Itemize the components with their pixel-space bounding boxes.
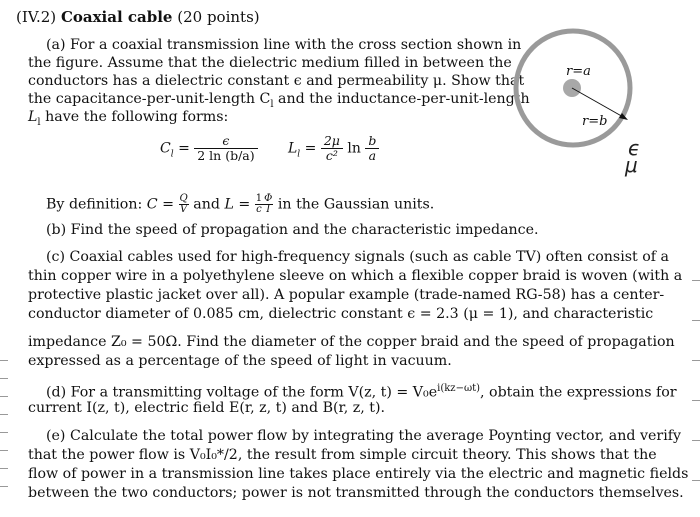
inductance-equation: [288, 134, 379, 163]
part-e-line-2: that the power flow is V₀I₀*/2, the result from simple circuit theory. This shows that the: [28, 447, 657, 463]
margin-tick: [692, 440, 700, 441]
part-d-line-1-a: (d) For a transmitting voltage of the form V(z, t) = V₀e: [46, 384, 438, 401]
def-l2-den: I: [266, 204, 271, 215]
part-d-line-2: current I(z, t), electric field E(r, z, t) and B(r, z, t).: [28, 400, 386, 416]
problem-title-text: Coaxial cable: [60, 8, 173, 26]
margin-tick: [0, 486, 8, 487]
definition-c-frac: [179, 194, 189, 215]
problem-title: [16, 8, 260, 26]
def-c-num: Q: [179, 193, 188, 204]
outer-radius-label: r=b: [582, 114, 608, 129]
margin-tick: [0, 468, 8, 469]
def-c-den: V: [180, 204, 188, 215]
part-b: (b) Find the speed of propagation and the characteristic impedance.: [46, 222, 539, 238]
part-a-line-5-rest: have the following forms:: [40, 109, 229, 125]
handwritten-epsilon: ϵ: [628, 136, 641, 160]
ln-fraction: [365, 134, 379, 163]
ln-frac-den: a: [368, 148, 377, 163]
margin-tick: [0, 414, 8, 415]
c-fraction: [194, 134, 257, 163]
capacitance-equation: [160, 134, 258, 163]
c-lhs: C: [160, 140, 171, 157]
part-e-line-3: flow of power in a transmission line takes place entirely via the electric and magnetic fields: [28, 466, 689, 482]
cl-subscript: l: [270, 98, 274, 110]
l-frac-den: c²: [325, 148, 338, 163]
margin-tick: [0, 450, 8, 451]
handwritten-mu: μ: [625, 153, 638, 177]
part-a-line-1: (a) For a coaxial transmission line with the cross section shown in: [46, 37, 522, 53]
ln-label: ln: [347, 140, 361, 157]
coaxial-cross-section-figure: [510, 24, 640, 154]
l-lhs: L: [288, 140, 298, 157]
definition-l: L =: [224, 196, 255, 213]
l-lhs-sub: l: [297, 149, 301, 160]
def-l1-num: 1: [255, 193, 263, 204]
part-e-line-1: (e) Calculate the total power flow by integrating the average Poynting vector, and verify: [46, 428, 681, 444]
margin-tick: [692, 280, 700, 281]
c-lhs-sub: l: [170, 149, 174, 160]
c-frac-den: 2 ln (b/a): [197, 148, 255, 163]
margin-tick: [692, 360, 700, 361]
l-fraction: [321, 134, 343, 163]
part-d-exponent: i(kz−ωt): [437, 383, 481, 394]
problem-points: (20 points): [177, 8, 260, 26]
margin-tick: [0, 378, 8, 379]
definition-suffix: in the Gaussian units.: [273, 196, 435, 213]
part-a-line-4-rest: and the inductance-per-unit-length: [273, 91, 530, 107]
part-a-line-5: [28, 108, 228, 132]
part-d-line-1-b: , obtain the expressions for: [480, 384, 677, 401]
ll-symbol: L: [28, 109, 38, 125]
part-e-line-4: between the two conductors; power is not transmitted through the conductors themselves.: [28, 485, 684, 501]
part-a-line-3: conductors has a dielectric constant ϵ and permeability μ. Show that: [28, 73, 525, 89]
definition-prefix: By definition:: [46, 196, 147, 213]
part-a-line-2: the figure. Assume that the dielectric medium filled in between the: [28, 55, 512, 71]
l-frac-num: 2μ: [321, 134, 343, 149]
l-equals: =: [304, 140, 317, 157]
part-c-line-4: conductor diameter of 0.085 cm, dielectric constant ϵ = 2.3 (μ = 1), and characteristic: [28, 306, 654, 322]
margin-tick: [0, 396, 8, 397]
c-frac-num: ϵ: [194, 134, 257, 149]
margin-tick: [0, 432, 8, 433]
margin-tick: [692, 400, 700, 401]
part-c-line-5: impedance Z₀ = 50Ω. Find the diameter of the copper braid and the speed of propagation: [28, 334, 675, 350]
ln-frac-num: b: [365, 134, 379, 149]
problem-number: (IV.2): [16, 8, 57, 26]
c-equals: =: [178, 140, 190, 157]
definition-c: C =: [146, 196, 179, 213]
definition-and: and: [188, 196, 225, 213]
margin-tick: [692, 320, 700, 321]
def-l2-num: Φ: [264, 193, 273, 204]
part-a-line-4-start: the capacitance-per-unit-length C: [28, 91, 271, 107]
part-c-line-6: expressed as a percentage of the speed of light in vacuum.: [28, 353, 452, 369]
part-c-line-3: protective plastic jacket over all). A popular example (trade-named RG-58) has a center-: [28, 287, 665, 303]
definition-l-frac1: [255, 194, 263, 215]
ll-subscript: l: [37, 116, 41, 128]
margin-tick: [0, 360, 8, 361]
definition-line: [46, 194, 434, 215]
part-c-line-1: (c) Coaxial cables used for high-frequency signals (such as cable TV) often consist of a: [46, 249, 670, 265]
inner-radius-label: r=a: [566, 64, 591, 79]
part-c-line-2: thin copper wire in a polyethylene sleeve on which a flexible copper braid is woven (with a: [28, 268, 683, 284]
margin-tick: [692, 480, 700, 481]
definition-l-frac2: [263, 194, 273, 215]
def-l1-den: c: [256, 204, 262, 215]
